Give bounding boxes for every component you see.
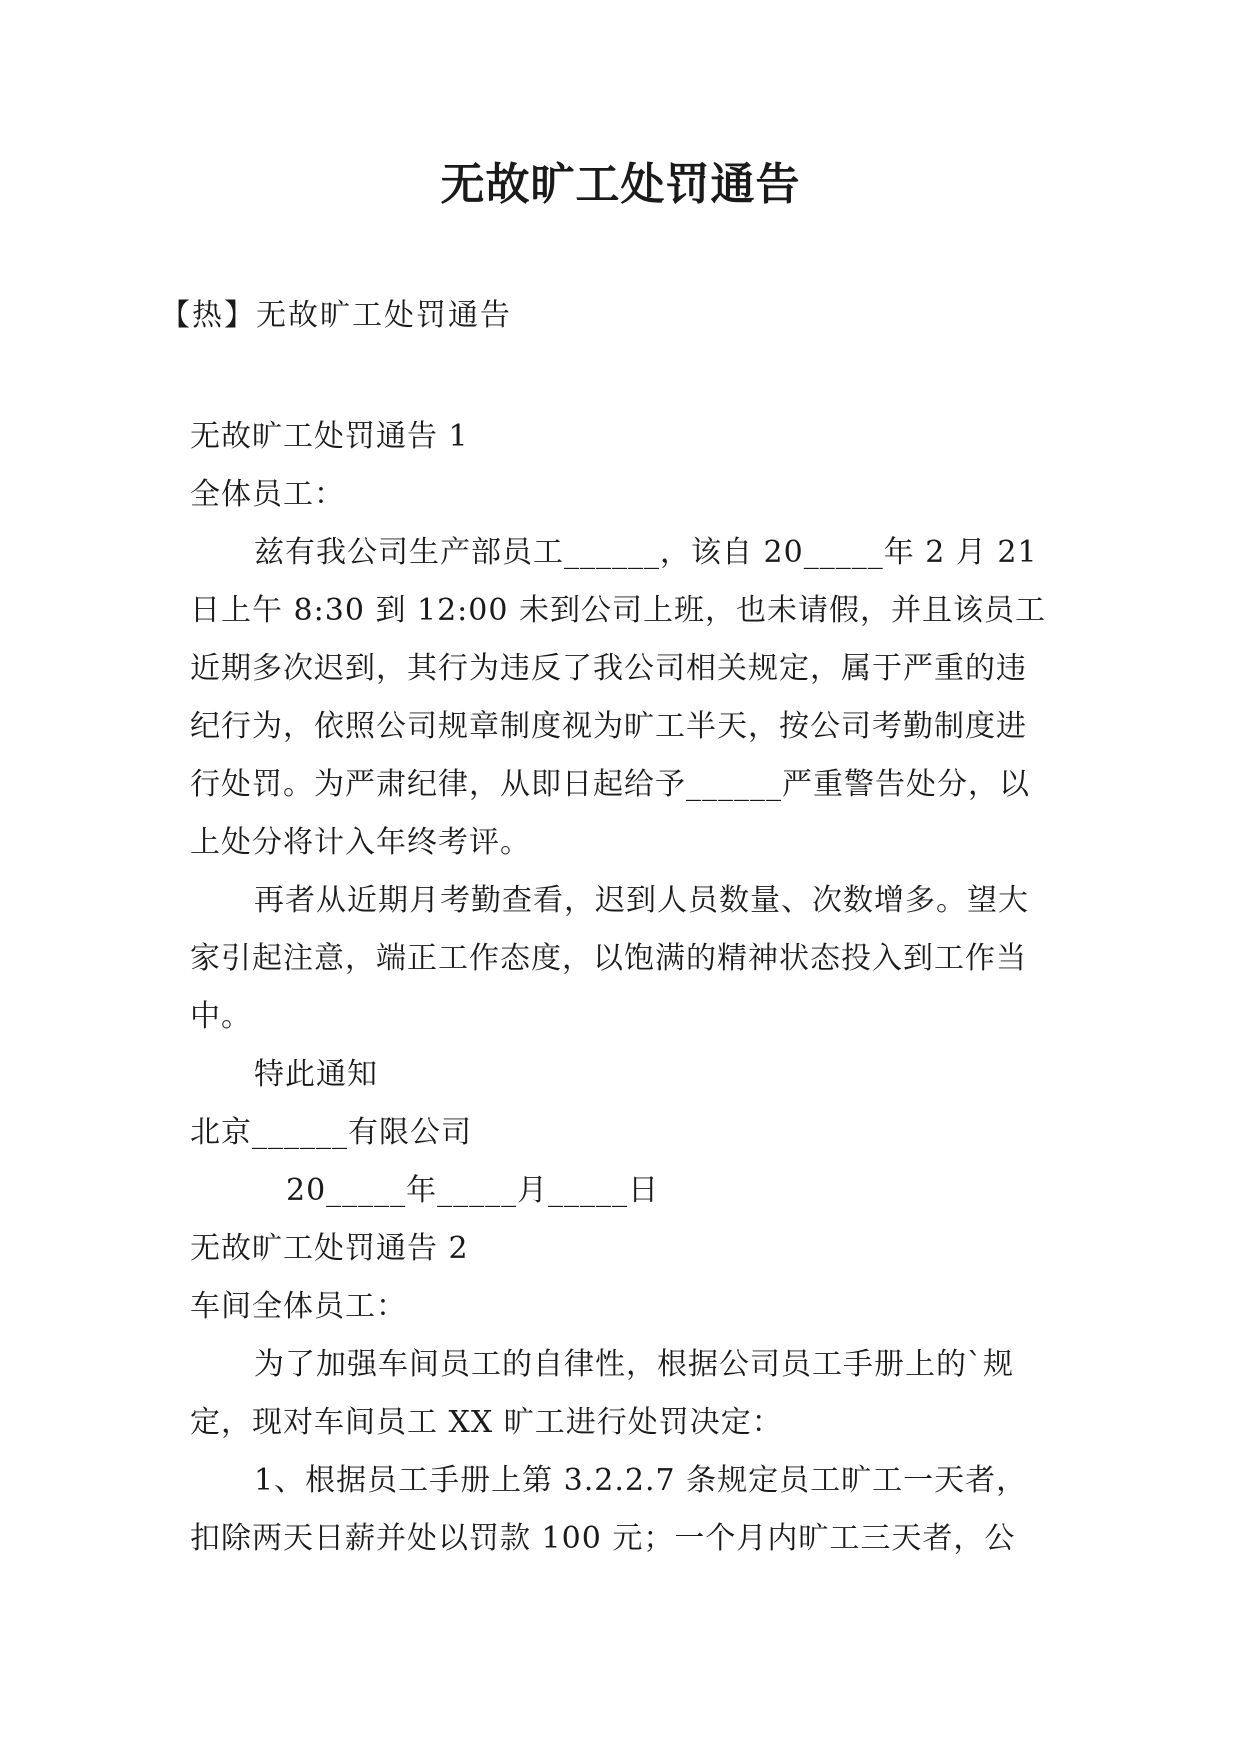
notice1-paragraph-2: 再者从近期月考勤查看，迟到人员数量、次数增多。望大家引起注意，端正工作态度，以饱满的精神状态投入到工作当中。 (190, 883, 1029, 1034)
document-subhead: 【热】无故旷工处罚通告 (160, 298, 512, 333)
notice2-heading: 无故旷工处罚通告 2 (190, 1231, 469, 1266)
notice1-closing: 特此通知 (254, 1057, 378, 1092)
notice1-date: 20_____年_____月_____日 (286, 1173, 660, 1208)
notice1-company: 北京______有限公司 (190, 1115, 472, 1150)
notice2-salutation: 车间全体员工： (190, 1289, 407, 1324)
notice2-paragraph-1: 为了加强车间员工的自律性，根据公司员工手册上的`规定，现对车间员工 XX 旷工进行处罚决定： (190, 1347, 1014, 1440)
notice1-heading: 无故旷工处罚通告 1 (190, 419, 469, 454)
notice2-paragraph-2: 1、根据员工手册上第 3.2.2.7 条规定员工旷工一天者，扣除两天日薪并处以罚款 100 元；一个月内旷工三天者，公 (190, 1463, 1028, 1556)
document-title: 无故旷工处罚通告 (440, 159, 801, 210)
document-body (190, 408, 1050, 1568)
notice1-paragraph-1: 兹有我公司生产部员工______，该自 20_____年 2 月 21 日上午 8:30 到 12:00 未到公司上班，也未请假，并且该员工近期多次迟到，其行为违反了我公司相关规定，属于严重的违纪行为，依照公司规章制度视为旷工半天，按公司考勤制度进行处罚。为严肃纪律，从即日起给予______严重警告处分，以上处分将计入年终考评。 (190, 535, 1046, 860)
notice1-salutation: 全体员工： (190, 477, 345, 512)
